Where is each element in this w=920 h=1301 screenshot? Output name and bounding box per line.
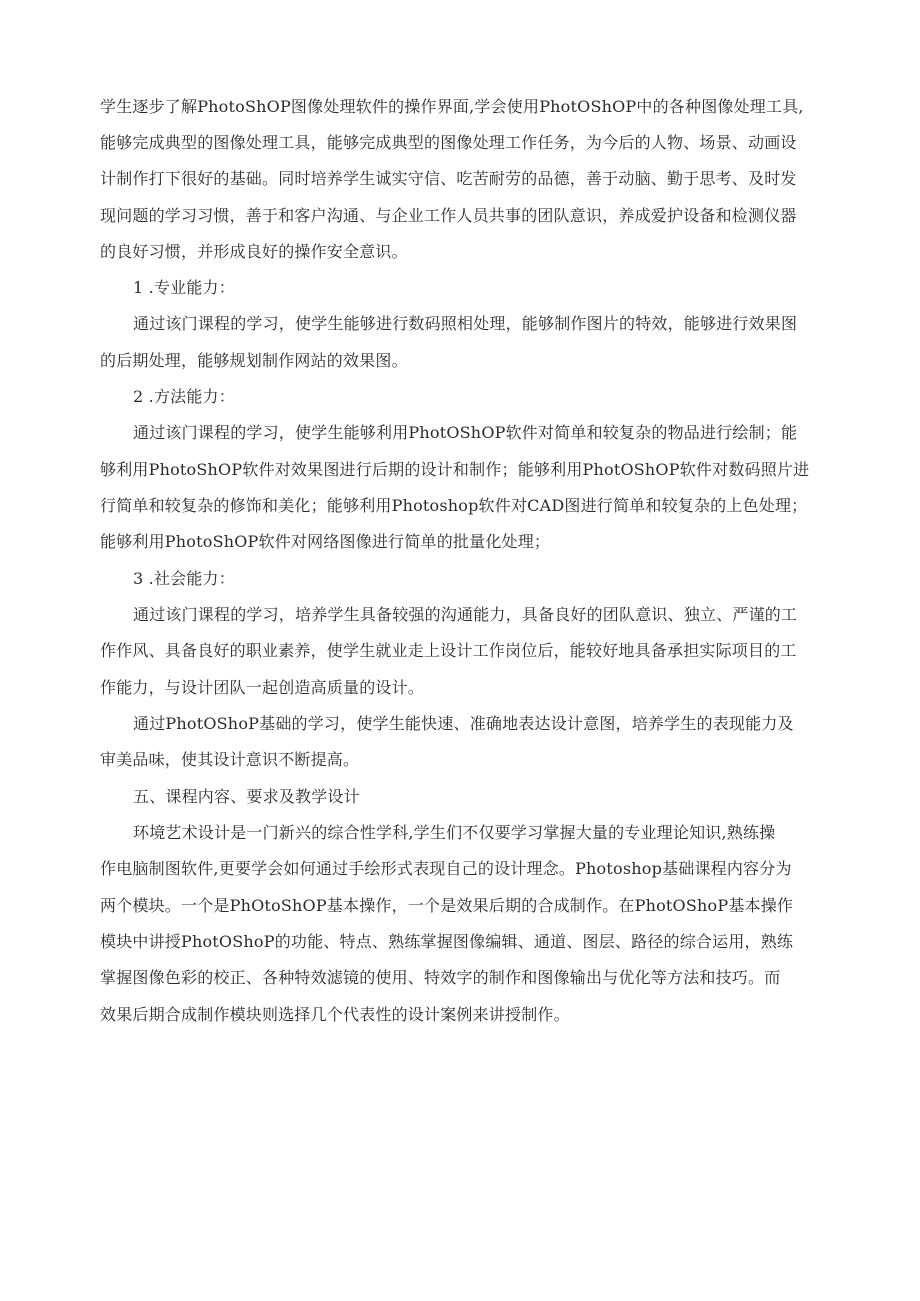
- paragraph-line: 两个模块。一个是PhOtoShOP基本操作，一个是效果后期的合成制作。在PhotOShoP基本操作: [100, 896, 794, 915]
- paragraph-line: 通过该门课程的学习，使学生能够利用PhotOShOP软件对简单和较复杂的物品进行绘制；能: [133, 423, 798, 442]
- paragraph-line: 的后期处理，能够规划制作网站的效果图。: [100, 351, 408, 370]
- section-heading-social: 3 .社会能力：: [133, 569, 235, 588]
- paragraph-line: 掌握图像色彩的校正、各种特效滤镜的使用、特效字的制作和图像输出与优化等方法和技巧。而: [100, 968, 781, 987]
- paragraph-line: 作作风、具备良好的职业素养，使学生就业走上设计工作岗位后，能较好地具备承担实际项目的工: [100, 641, 797, 660]
- paragraph-line: 现问题的学习习惯，善于和客户沟通、与企业工作人员共事的团队意识，养成爱护设备和检测仪器: [100, 206, 797, 225]
- paragraph-line: 的良好习惯，并形成良好的操作安全意识。: [100, 242, 408, 261]
- paragraph-line: 行简单和较复杂的修饰和美化；能够利用Photoshop软件对CAD图进行简单和较复杂的上色处理；: [100, 496, 808, 515]
- section-heading-method: 2 .方法能力：: [133, 387, 235, 406]
- section-heading-professional: 1 .专业能力：: [133, 278, 235, 297]
- paragraph-line: 能够完成典型的图像处理工具，能够完成典型的图像处理工作任务，为今后的人物、场景、动画设: [100, 133, 797, 152]
- paragraph-line: 通过该门课程的学习，使学生能够进行数码照相处理，能够制作图片的特效，能够进行效果图: [133, 314, 798, 333]
- paragraph-line: 学生逐步了解PhotoShOP图像处理软件的操作界面,学会使用PhotOShOP中的各种图像处理工具,: [100, 97, 804, 116]
- paragraph-line: 审美品味，使其设计意识不断提高。: [100, 750, 360, 769]
- paragraph-line: 环境艺术设计是一门新兴的综合性学科,学生们不仅要学习掌握大量的专业理论知识,熟练操: [133, 823, 776, 842]
- paragraph-line: 模块中讲授PhotOShoP的功能、特点、熟练掌握图像编辑、通道、图层、路径的综合运用，熟练: [100, 932, 794, 951]
- paragraph-line: 通过PhotOShoP基础的学习，使学生能快速、准确地表达设计意图，培养学生的表现能力及: [133, 714, 794, 733]
- paragraph-line: 作能力，与设计团队一起创造高质量的设计。: [100, 678, 425, 697]
- section-heading-course-content: 五、课程内容、要求及教学设计: [133, 787, 360, 806]
- paragraph-line: 够利用PhotoShOP软件对效果图进行后期的设计和制作；能够利用PhotOShOP软件对数码照片进: [100, 460, 810, 479]
- paragraph-line: 效果后期合成制作模块则选择几个代表性的设计案例来讲授制作。: [100, 1005, 570, 1024]
- paragraph-line: 计制作打下很好的基础。同时培养学生诚实守信、吃苦耐劳的品德，善于动脑、勤于思考、及时发: [100, 169, 797, 188]
- paragraph-line: 作电脑制图软件,更要学会如何通过手绘形式表现自己的设计理念。Photoshop基础课程内容分为: [100, 859, 792, 878]
- paragraph-line: 通过该门课程的学习，培养学生具备较强的沟通能力，具备良好的团队意识、独立、严谨的工: [133, 605, 798, 624]
- paragraph-line: 能够利用PhotoShOP软件对网络图像进行简单的批量化处理；: [100, 532, 551, 551]
